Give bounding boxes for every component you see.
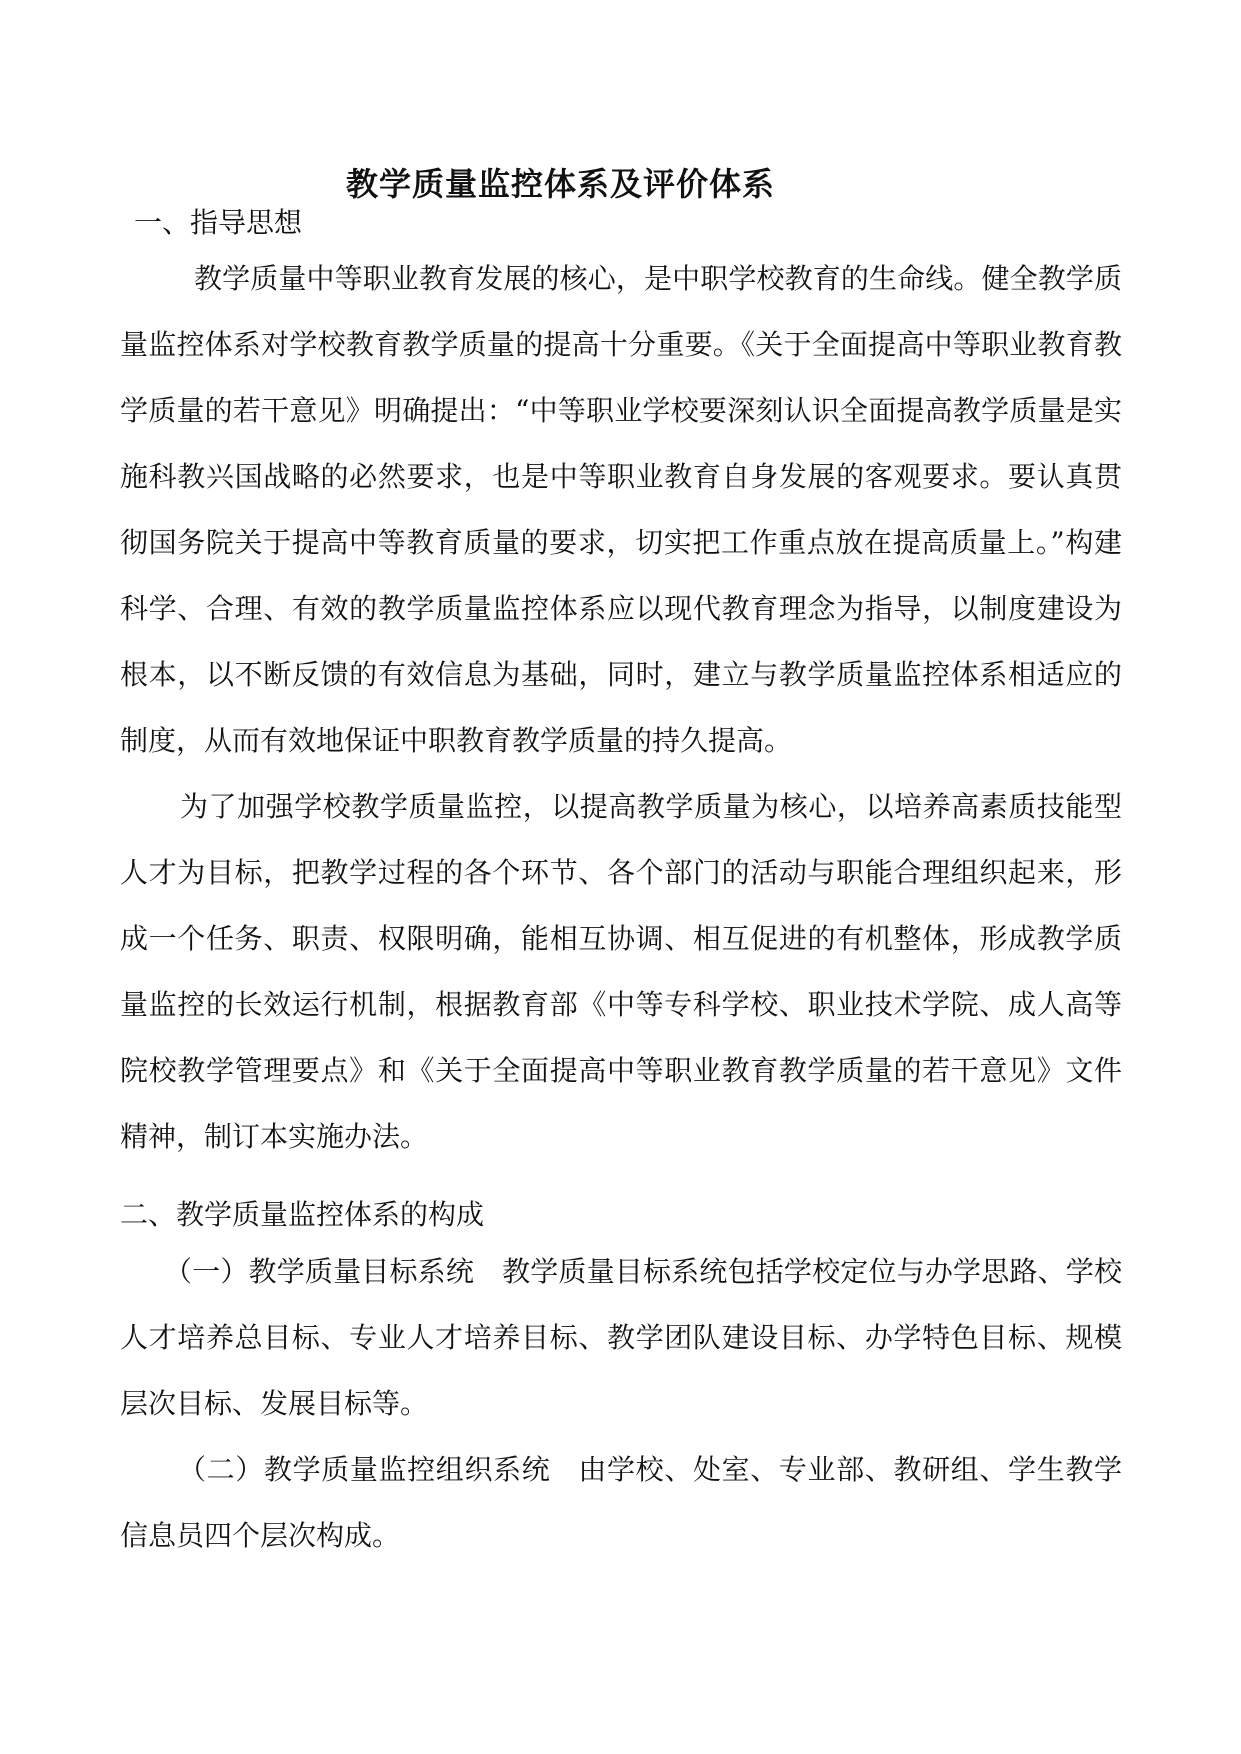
section-heading-monitoring-composition: 二、教学质量监控体系的构成 [120,1198,485,1231]
paragraph-monitoring-organization-system [120,1437,1122,1569]
item-text-monitoring-organization-system: 由学校、处室、专业部、教研组、学生教学信息员四个层次构成。 [120,1453,1122,1552]
item-label-monitoring-organization-system: （二）教学质量监控组织系统 [178,1453,551,1486]
paragraph-guiding-ideology-2: 为了加强学校教学质量监控，以提高教学质量为核心，以培养高素质技能型人才为目标，把教学过程的各个环节、各个部门的活动与职能合理组织起来，形成一个任务、职责、权限明确，能相互协调、相互促进的有机整体，形成教学质量监控的长效运行机制，根据教育部《中等专科学校、职业技术学院、成人高等院校教学管理要点》和《关于全面提高中等职业教育教学质量的若干意见》文件精神，制订本实施办法。 [120,790,1122,1153]
item-label-quality-target-system: （一）教学质量目标系统 [164,1255,475,1288]
paragraph-quality-target-system [120,1239,1122,1437]
item-text-quality-target-system: 教学质量目标系统包括学校定位与办学思路、学校人才培养总目标、专业人才培养目标、教学团队建设目标、办学特色目标、规模层次目标、发展目标等。 [120,1255,1122,1420]
paragraph-guiding-ideology-1: 教学质量中等职业教育发展的核心，是中职学校教育的生命线。健全教学质量监控体系对学校教育教学质量的提高十分重要。《关于全面提高中等职业教育教学质量的若干意见》明确提出：“中等职业学校要深刻认识全面提高教学质量是实施科教兴国战略的必然要求，也是中等职业教育自身发展的客观要求。要认真贯彻国务院关于提高中等教育质量的要求，切实把工作重点放在提高质量上。”构建科学、合理、有效的教学质量监控体系应以现代教育理念为指导，以制度建设为根本，以不断反馈的有效信息为基础，同时，建立与教学质量监控体系相适应的制度，从而有效地保证中职教育教学质量的持久提高。 [120,262,1122,757]
section-heading-guiding-ideology: 一、指导思想 [134,206,303,239]
document-title: 教学质量监控体系及评价体系 [345,165,775,203]
